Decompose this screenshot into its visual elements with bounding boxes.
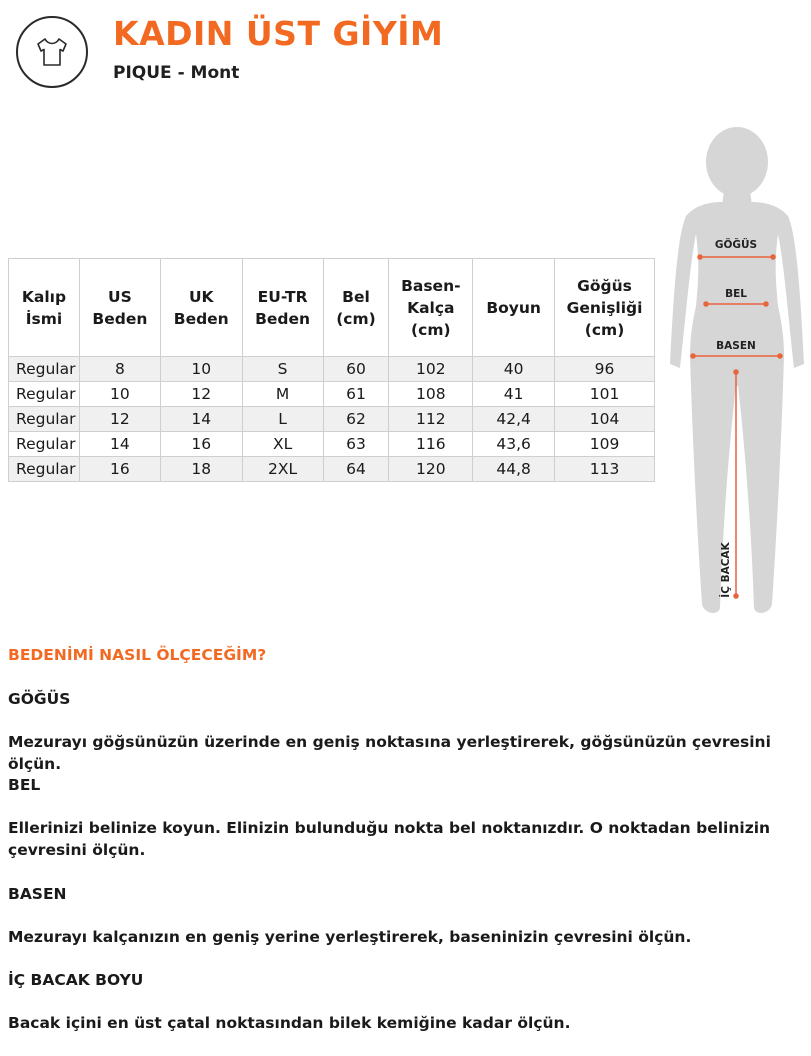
- table-cell: 102: [389, 357, 473, 382]
- column-header-text: (cm): [584, 320, 625, 339]
- inseam-title: İÇ BACAK BOYU: [8, 971, 144, 989]
- table-cell: 108: [389, 382, 473, 407]
- column-header: [473, 259, 555, 357]
- table-cell: Regular: [9, 407, 80, 432]
- column-header-text: (cm): [411, 320, 451, 339]
- table-row: [9, 432, 655, 457]
- table-cell: Regular: [9, 457, 80, 482]
- size-chart-table: [8, 258, 655, 482]
- table-cell: 120: [389, 457, 473, 482]
- column-header-text: Kalça: [407, 298, 455, 317]
- body-measurement-figure: [666, 124, 806, 618]
- category-logo: [16, 16, 88, 88]
- table-cell: 112: [389, 407, 473, 432]
- column-header: [160, 259, 242, 357]
- column-header-text: EU-TR: [257, 287, 308, 306]
- table-cell: 44,8: [473, 457, 555, 482]
- column-header: [79, 259, 160, 357]
- column-header-text: İsmi: [25, 309, 63, 328]
- column-header-text: Basen-: [401, 276, 461, 295]
- table-cell: 18: [160, 457, 242, 482]
- table-row: [9, 382, 655, 407]
- inseam-measure-line: [734, 370, 738, 598]
- waist-label: BEL: [725, 288, 747, 300]
- table-cell: Regular: [9, 432, 80, 457]
- column-header-text: Boyun: [486, 298, 541, 317]
- table-cell: 62: [323, 407, 389, 432]
- table-cell: 61: [323, 382, 389, 407]
- column-header-text: Beden: [255, 309, 311, 328]
- table-cell: 16: [79, 457, 160, 482]
- chest-label: GÖĞÜS: [714, 239, 758, 251]
- table-cell: 12: [160, 382, 242, 407]
- column-header: [555, 259, 655, 357]
- table-cell: Regular: [9, 357, 80, 382]
- table-row: [9, 357, 655, 382]
- waist-instructions: Ellerinizi belinize koyun. Elinizin bulunduğu nokta bel noktanızdır. O noktadan belinizin çevresini ölçün.: [8, 819, 771, 859]
- column-header: [9, 259, 80, 357]
- table-header-row: [9, 259, 655, 357]
- table-cell: Regular: [9, 382, 80, 407]
- table-cell: 60: [323, 357, 389, 382]
- column-header-text: Beden: [92, 309, 148, 328]
- hip-instructions: Mezurayı kalçanızın en geniş yerine yerleştirerek, baseninizin çevresini ölçün.: [8, 928, 692, 946]
- table-cell: 12: [79, 407, 160, 432]
- table-cell: 96: [555, 357, 655, 382]
- column-header-text: (cm): [336, 309, 376, 328]
- column-header: [323, 259, 389, 357]
- table-cell: 10: [160, 357, 242, 382]
- table-cell: 113: [555, 457, 655, 482]
- table-cell: S: [242, 357, 323, 382]
- hip-label: BASEN: [716, 340, 756, 352]
- page-title: KADIN ÜST GİYİM: [113, 14, 444, 53]
- table-cell: 41: [473, 382, 555, 407]
- table-cell: L: [242, 407, 323, 432]
- waist-title: BEL: [8, 776, 41, 794]
- table-cell: 109: [555, 432, 655, 457]
- column-header-text: Genişliği: [566, 298, 643, 317]
- table-cell: 8: [79, 357, 160, 382]
- chest-title: GÖĞÜS: [8, 690, 71, 708]
- table-cell: 14: [79, 432, 160, 457]
- column-header-text: US: [108, 287, 132, 306]
- table-cell: 42,4: [473, 407, 555, 432]
- table-cell: 10: [79, 382, 160, 407]
- table-cell: 101: [555, 382, 655, 407]
- table-cell: M: [242, 382, 323, 407]
- tshirt-icon: [33, 34, 71, 70]
- column-header: [389, 259, 473, 357]
- howto-heading: BEDENİMİ NASIL ÖLÇECEĞİM?: [8, 646, 267, 664]
- table-cell: 63: [323, 432, 389, 457]
- table-row: [9, 457, 655, 482]
- table-cell: 16: [160, 432, 242, 457]
- column-header-text: UK: [188, 287, 214, 306]
- column-header-text: Kalıp: [21, 287, 67, 306]
- table-cell: 2XL: [242, 457, 323, 482]
- column-header-text: Beden: [173, 309, 229, 328]
- column-header: [242, 259, 323, 357]
- table-cell: 40: [473, 357, 555, 382]
- column-header-text: Bel: [342, 287, 370, 306]
- table-row: [9, 407, 655, 432]
- chest-instructions: Mezurayı göğsünüzün üzerinde en geniş noktasına yerleştirerek, göğsünüzün çevresini ölçün.: [8, 733, 771, 773]
- table-cell: 43,6: [473, 432, 555, 457]
- product-subtitle: PIQUE - Mont: [113, 63, 240, 83]
- inseam-instructions: Bacak içini en üst çatal noktasından bilek kemiğine kadar ölçün.: [8, 1014, 571, 1032]
- table-cell: 64: [323, 457, 389, 482]
- inseam-label: İÇ BACAK: [720, 542, 732, 598]
- table-cell: 14: [160, 407, 242, 432]
- table-cell: XL: [242, 432, 323, 457]
- table-cell: 104: [555, 407, 655, 432]
- hip-title: BASEN: [8, 885, 67, 903]
- table-cell: 116: [389, 432, 473, 457]
- column-header-text: Göğüs: [577, 276, 632, 295]
